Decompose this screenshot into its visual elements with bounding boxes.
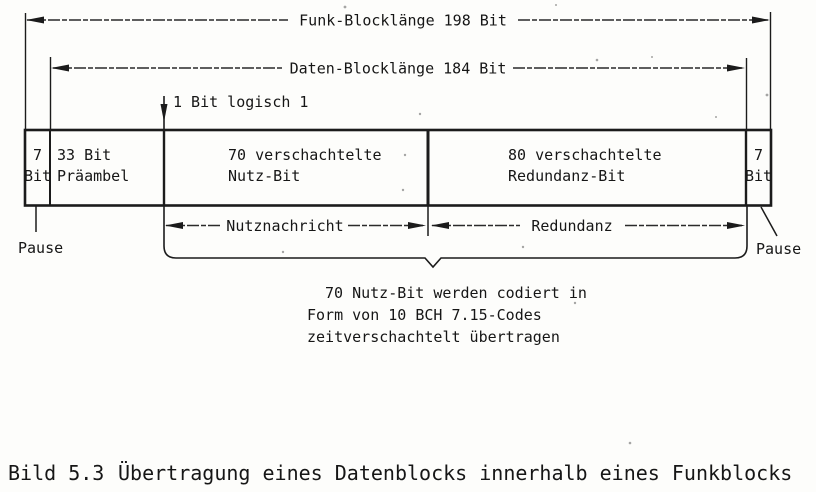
scan-speck: [766, 94, 769, 97]
cell-text: 7: [753, 146, 764, 164]
scan-speck: [282, 251, 284, 253]
cell-pause-bits-right: [745, 146, 772, 185]
cell-pause-bits-left: [24, 146, 51, 185]
dimension-daten-blocklaenge: [51, 57, 747, 130]
scan-speck: [404, 154, 406, 156]
daten-blocklaenge-label: Daten-Blocklänge 184 Bit: [289, 59, 507, 78]
pause-callout-right: [756, 207, 801, 258]
scan-speck: [629, 442, 632, 445]
arrowhead-right-icon: [408, 222, 426, 229]
caption-number: Bild 5.3: [8, 461, 105, 485]
scan-speck: [402, 189, 404, 191]
annotation-line: zeitverschachtelt übertragen: [307, 328, 560, 346]
span-nutznachricht: [165, 206, 428, 237]
figure-caption: [8, 461, 792, 485]
span-redundanz: [431, 217, 745, 235]
scan-speck: [522, 246, 524, 248]
pause-label: Pause: [756, 240, 802, 258]
arrowhead-left-icon: [51, 65, 69, 72]
cell-text: 80 verschachtelte: [508, 146, 662, 164]
cell-text: Redundanz-Bit: [508, 167, 626, 185]
annotation-line: Form von 10 BCH 7.15-Codes: [307, 306, 542, 324]
cell-text: Bit: [744, 167, 773, 185]
arrowhead-right-icon: [752, 17, 770, 24]
cell-nutz-bit: [228, 146, 382, 185]
cell-text: Nutz-Bit: [228, 167, 301, 185]
arrowhead-right-icon: [727, 65, 745, 72]
arrowhead-left-icon: [431, 222, 449, 229]
arrowhead-down-icon: [161, 104, 168, 122]
scan-speck: [596, 59, 599, 62]
cell-text: Präambel: [57, 167, 130, 185]
funk-blocklaenge-label: Funk-Blocklänge 198 Bit: [299, 11, 507, 30]
scan-speck: [419, 113, 421, 115]
leader-line: [761, 207, 777, 236]
scan-speck: [574, 302, 576, 304]
arrowhead-left-icon: [26, 17, 44, 24]
pause-callout-left: [18, 206, 63, 257]
annotation-line: 70 Nutz-Bit werden codiert in: [325, 284, 587, 302]
arrowhead-left-icon: [165, 222, 183, 229]
cell-text: 70 verschachtelte: [228, 146, 382, 164]
block-table: [24, 130, 772, 206]
block-outline: [25, 130, 771, 206]
scan-speck: [555, 4, 557, 6]
pause-label: Pause: [18, 239, 64, 257]
arrowhead-right-icon: [727, 222, 745, 229]
scan-speck: [344, 6, 347, 9]
scan-speck: [715, 116, 717, 118]
coding-annotation: [307, 284, 587, 346]
caption-text: Übertragung eines Datenblocks innerhalb eines Funkblocks: [118, 461, 793, 485]
cell-text: 7: [32, 146, 43, 164]
start-bit-label: 1 Bit logisch 1: [173, 93, 309, 111]
cell-text: 33 Bit: [57, 146, 112, 164]
scan-speck: [651, 56, 653, 58]
cell-praeambel: [57, 146, 129, 185]
cell-text: Bit: [23, 167, 52, 185]
nutznachricht-label: Nutznachricht: [226, 217, 344, 235]
redundanz-label: Redundanz: [531, 217, 613, 235]
cell-redundanz-bit: [508, 146, 662, 185]
